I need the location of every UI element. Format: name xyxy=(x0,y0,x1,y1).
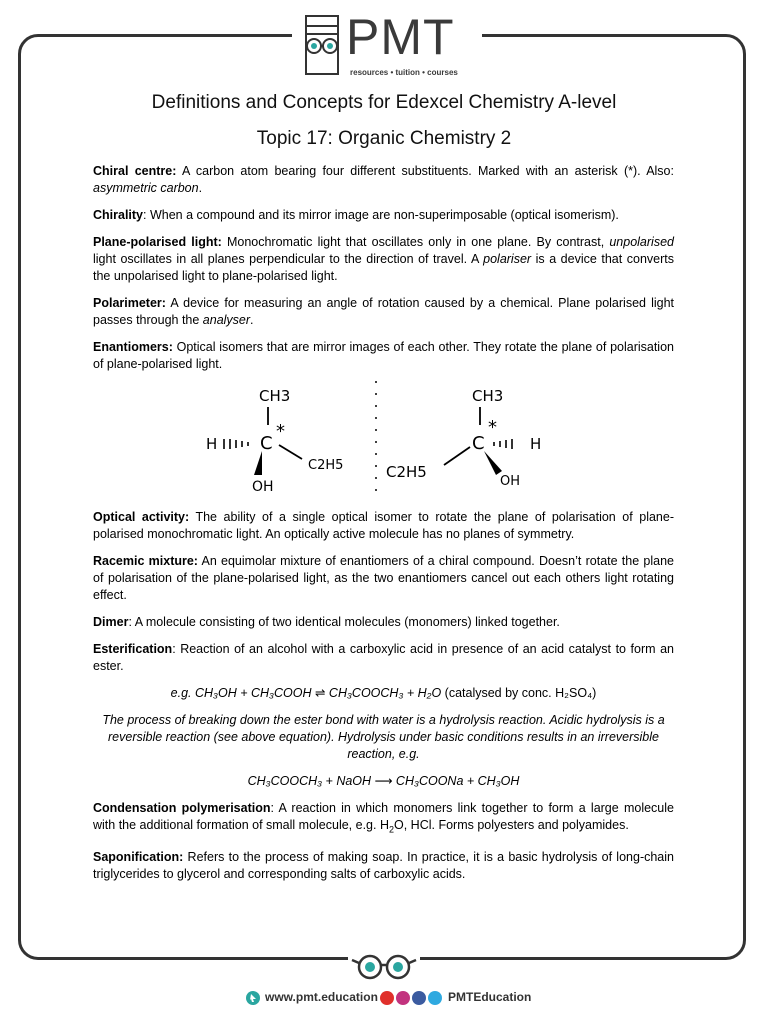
left-h-label: H xyxy=(205,435,217,453)
youtube-icon[interactable] xyxy=(380,990,394,1005)
def-italic: analyser xyxy=(202,313,251,327)
definitions-content xyxy=(93,163,674,893)
subscript-2: 2 xyxy=(388,824,394,835)
term-dimer: Dimer xyxy=(93,615,129,629)
right-oh-label: OH xyxy=(499,474,520,489)
facebook-icon[interactable] xyxy=(412,990,426,1005)
entry-enantiomers xyxy=(93,339,674,373)
left-oh-label: OH xyxy=(251,479,274,495)
cursor-icon xyxy=(246,990,260,1005)
def-italic: asymmetric carbon xyxy=(93,181,199,195)
entry-optical-activity xyxy=(93,509,674,543)
def-text: Monochromatic light that oscillates only in one plane. By contrast, xyxy=(221,235,610,249)
term-plane-polarised: Plane-polarised light: xyxy=(93,235,222,249)
def-text: An equimolar mixture of enantiomers of a chiral compound. Doesn’t rotate the plane of polarisation of the plane-polarised light, as the two enantiomers cancel out each others light rotating effect. xyxy=(93,554,674,602)
twitter-icon[interactable] xyxy=(428,990,442,1005)
def-tail: . xyxy=(198,181,203,195)
entry-esterification xyxy=(93,641,674,675)
term-racemic-mixture: Racemic mixture: xyxy=(93,554,198,568)
def-text: light oscillates in all planes perpendicular to the direction of travel. A xyxy=(93,252,484,266)
equation-lead: e.g. xyxy=(170,686,195,700)
entry-chirality xyxy=(93,207,674,224)
def-text: : A molecule consisting of two identical molecules (monomers) linked together. xyxy=(128,615,560,629)
def-italic: polariser xyxy=(483,252,532,266)
right-h-label: H xyxy=(529,435,541,453)
term-chirality: Chirality xyxy=(93,208,144,222)
document-title: Definitions and Concepts for Edexcel Chemistry A-level xyxy=(151,92,617,113)
term-saponification: Saponification: xyxy=(93,849,184,864)
book-glasses-icon xyxy=(298,14,352,78)
logo-wordmark: PMT xyxy=(346,9,455,65)
instagram-icon[interactable] xyxy=(396,990,410,1005)
equation-body: CH₃OH + CH₃COOH ⇌ CH₃COOCH₃ + H₂O xyxy=(194,686,442,700)
term-chiral-centre: Chiral centre: xyxy=(93,164,177,178)
entry-condensation-polymerisation xyxy=(93,800,674,839)
hydrolysis-note: The process of breaking down the ester bond with water is a hydrolysis reaction. Acidic hydrolysis is a reversible reaction (see above equation). Hydrolysis under basic conditions results in an irreversible reaction, e.g. xyxy=(102,713,665,761)
website-link[interactable]: www.pmt.education xyxy=(265,990,378,1004)
def-text: is a device that converts the unpolarised light to plane-polarised light. xyxy=(93,252,674,283)
entry-polarimeter xyxy=(93,295,674,329)
left-carbon-label: C xyxy=(259,433,273,454)
footer-glasses-icon xyxy=(348,952,420,982)
entry-plane-polarised-light xyxy=(93,234,674,285)
left-ch3-label: CH3 xyxy=(258,387,290,405)
def-text: Optical isomers that are mirror images of each other. They rotate the plane of polarisation of plane-polarised light. xyxy=(93,340,674,371)
term-condensation-polymerisation: Condensation polymerisation xyxy=(93,801,271,815)
right-carbon-label: C xyxy=(471,433,485,454)
def-text: : When a compound and its mirror image are non-superimposable (optical isomerism). xyxy=(143,208,619,222)
social-handle[interactable]: PMTEducation xyxy=(448,990,532,1004)
def-text: The ability of a single optical isomer to rotate the plane of polarisation of plane-polarised monochromatic light. An optically active molecule has no planes of symmetry. xyxy=(93,510,674,541)
def-text: A device for measuring an angle of rotation caused by a chemical. Plane polarised light passes through the xyxy=(93,296,674,327)
left-c2h5-label: C2H5 xyxy=(307,458,343,473)
equation-condition: (catalysed by conc. H₂SO₄) xyxy=(441,686,597,700)
entry-dimer xyxy=(93,614,674,631)
def-text: A carbon atom bearing four different substituents. Marked with an asterisk (*). Also: xyxy=(176,164,674,178)
def-italic: unpolarised xyxy=(609,235,674,249)
enantiomer-diagram xyxy=(204,379,564,499)
term-enantiomers: Enantiomers: xyxy=(93,340,173,354)
topic-title: Topic 17: Organic Chemistry 2 xyxy=(256,128,512,149)
entry-chiral-centre xyxy=(93,163,674,197)
term-esterification: Esterification xyxy=(93,642,173,656)
term-polarimeter: Polarimeter: xyxy=(93,296,166,310)
def-text: Refers to the process of making soap. In practice, it is a basic hydrolysis of long-chain triglycerides to glycerol and corresponding salts of carboxylic acids. xyxy=(93,849,674,881)
right-chiral-star: * xyxy=(487,417,497,438)
esterification-equation xyxy=(93,685,674,702)
entry-saponification xyxy=(93,849,674,883)
def-text: : A reaction in which monomers link together to form a large molecule with the additional formation of small molecule, e.g. H xyxy=(93,801,674,832)
def-text: : Reaction of an alcohol with a carboxylic acid in presence of an acid catalyst to form an ester. xyxy=(93,642,674,673)
def-tail: . xyxy=(250,313,254,327)
entry-racemic-mixture xyxy=(93,553,674,604)
term-optical-activity: Optical activity: xyxy=(93,510,190,524)
right-ch3-label: CH3 xyxy=(471,387,503,405)
left-chiral-star: * xyxy=(275,421,285,442)
hydrolysis-equation: CH₃COOCH₃ + NaOH ⟶ CH₃COONa + CH₃OH xyxy=(247,774,520,788)
right-c2h5-label: C2H5 xyxy=(385,463,427,481)
def-text: O, HCl. Forms polyesters and polyamides. xyxy=(394,818,629,832)
pmt-logo xyxy=(292,9,482,82)
logo-tagline: resources • tuition • courses xyxy=(350,68,458,77)
footer xyxy=(0,990,768,1008)
